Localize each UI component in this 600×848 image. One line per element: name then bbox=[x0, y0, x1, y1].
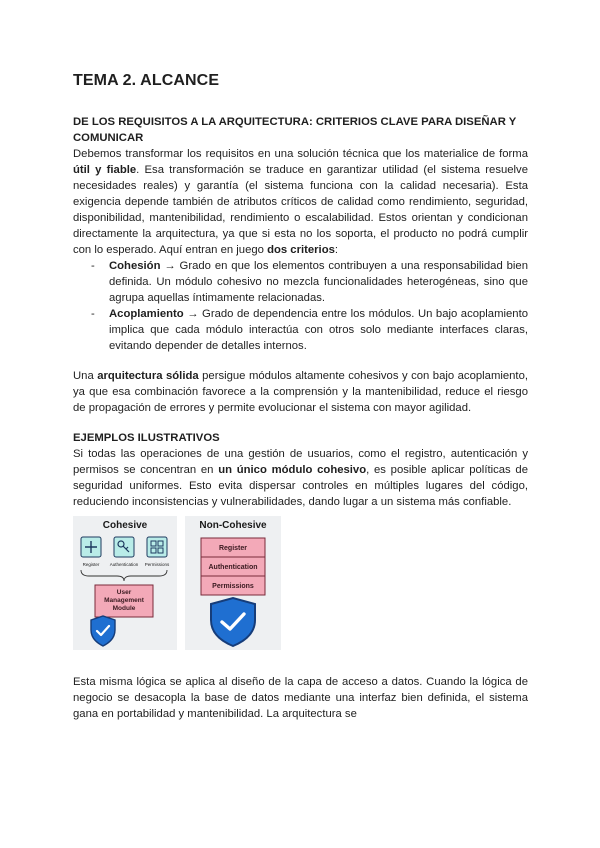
non-cohesive-title: Non-Cohesive bbox=[199, 520, 267, 531]
cohesive-title: Cohesive bbox=[102, 520, 148, 531]
grid-icon bbox=[147, 537, 167, 557]
paragraph-example: Si todas las operaciones de una gestión de usuarios, como el registro, autenticación y permisos se concentran en un único módulo cohesivo, es posible aplicar políticas de seguridad uniformes. Esto evita dispersar controles en múltiples lugares del código, reduciendo inconsistencias y vulnerabilidades, dando lugar a un sistema más confiable. bbox=[73, 448, 528, 508]
list-item-coupling: - Acoplamiento → Grado de dependencia entre los módulos. Un bajo acoplamiento implica que cada módulo interactúa con otros solo mediante interfaces claras, evitando depender de detalles internos. bbox=[91, 308, 528, 352]
icon-label-permissions: Permissions bbox=[144, 562, 170, 567]
key-icon bbox=[114, 537, 134, 557]
paragraph-architecture: Una arquitectura sólida persigue módulos altamente cohesivos y con bajo acoplamiento, ya que esa combinación favorece a la comprensión y la mantenibilidad, reduce el riesgo de propagación de errores y permite evolucionar el sistema con mayor agilidad. bbox=[73, 370, 528, 414]
criteria-list bbox=[73, 258, 528, 354]
paragraph-intro: Debemos transformar los requisitos en una solución técnica que los materialice de forma útil y fiable. Esa transformación se traduce en garantizar utilidad (el sistema resuelve necesidades reales) y garantía (el sistema funciona con la calidad necesaria). Esta exigencia depende también de atributos críticos de calidad como rendimiento, seguridad, disponibilidad, mantenibilidad, rendimiento o escalabilidad. Estos orientan y condicionan directamente la arquitectura, ya que si esta no los soporta, el producto no podrá cumplir con lo esperado. Aquí entran en juego dos criterios: bbox=[73, 148, 528, 256]
section-heading-requirements: DE LOS REQUISITOS A LA ARQUITECTURA: CRITERIOS CLAVE PARA DISEÑAR Y COMUNICAR bbox=[73, 116, 517, 144]
shield-check-icon bbox=[211, 598, 255, 646]
paragraph-data-layer: Esta misma lógica se aplica al diseño de la capa de acceso a datos. Cuando la lógica de negocio se desacopla la base de datos mediante una interfaz bien definida, el sistema gana en portabilidad y mantenibilidad. La arquitectura se bbox=[73, 676, 528, 720]
shield-check-icon bbox=[91, 616, 115, 646]
non-cohesive-diagram bbox=[185, 516, 281, 650]
module-label: User Management Module bbox=[104, 589, 144, 612]
cohesion-figure bbox=[73, 516, 528, 650]
plus-icon bbox=[81, 537, 101, 557]
box-register: Register bbox=[218, 545, 248, 552]
cohesive-diagram bbox=[73, 516, 177, 650]
list-item-cohesion: - Cohesión → Grado en que los elementos contribuyen a una responsabilidad bien definida. Un módulo cohesivo no mezcla funcionalidades heterogéneas, sino que agrupa aquellas íntimamente relacionadas. bbox=[91, 260, 528, 304]
icon-label-authentication: Authentication bbox=[109, 562, 139, 567]
box-permissions: Permissions bbox=[212, 583, 254, 590]
section-heading-examples: EJEMPLOS ILUSTRATIVOS bbox=[73, 432, 220, 444]
icon-label-register: Register bbox=[82, 562, 100, 567]
grouping-brace bbox=[81, 570, 167, 581]
page-title: TEMA 2. ALCANCE bbox=[73, 72, 220, 89]
box-authentication: Authentication bbox=[208, 564, 258, 571]
